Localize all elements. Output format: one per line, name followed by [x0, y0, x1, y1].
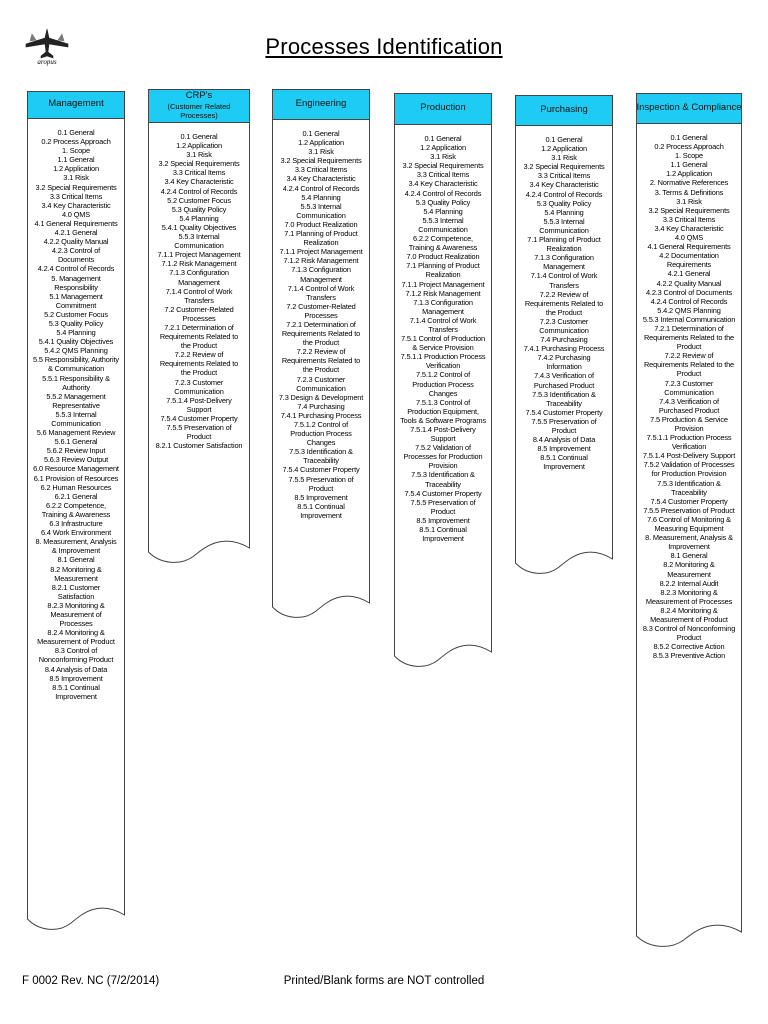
clause-item: 6.2.2 Competence, Training & Awareness [408, 234, 478, 253]
clause-item: 3.4 Key Characteristic [164, 177, 234, 187]
clause-item: 5.5.3 Internal Communication [539, 216, 589, 235]
clause-item: 3.3 Critical Items [172, 168, 226, 178]
clause-item: 7.2.3 Customer Communication [174, 377, 224, 396]
clause-item: 5.3 Quality Policy [536, 198, 592, 208]
clause-item: 3.2 Special Requirements [280, 156, 362, 166]
column-engineering [272, 89, 370, 623]
clause-item: 5.5 Responsibility, Authority & Communication [33, 355, 119, 374]
clause-item: 5. Management Responsibility [51, 273, 101, 292]
clause-item: 8.2.4 Monitoring & Measurement of Product [650, 605, 728, 624]
clause-item: 7.1.2 Risk Management [405, 288, 481, 298]
clause-item: 8.5.1 Continual Improvement [419, 525, 467, 544]
clause-item: 8.4 Analysis of Data [532, 435, 596, 445]
clause-item: 0.1 General [57, 128, 95, 137]
clause-item: 7.1.1 Project Management [401, 279, 485, 289]
clause-item: 5.5.3 Internal Communication [296, 201, 346, 220]
clause-item: 5.6.1 General [54, 437, 98, 447]
clause-item: 5.4 Planning [56, 328, 96, 338]
clause-item: 4.2.4 Control of Records [404, 188, 482, 198]
clause-item: 8.3 Control of Nonconforming Product [642, 624, 736, 643]
clause-item: 3.1 Risk [308, 147, 334, 157]
clause-item: 3.1 Risk [430, 152, 456, 162]
column-header [515, 95, 613, 125]
clause-item: 5.6.3 Review Output [43, 455, 109, 465]
clause-item: 4.2.3 Control of Documents [51, 246, 101, 265]
clause-item: 5.3 Quality Policy [415, 197, 471, 207]
clause-item: 7.2.1 Determination of Requirements Related to the Product [281, 319, 361, 348]
clause-item: 7.2.3 Customer Communication [539, 316, 589, 335]
clause-item: 7.2.2 Review of Requirements Related to the Product [281, 347, 361, 375]
clause-item: 7.5.1.4 Post-Delivery Support [166, 395, 232, 414]
clause-item: 7.4.1 Purchasing Process [280, 410, 362, 420]
clause-item: 8.5 Improvement [537, 444, 591, 454]
clause-item: 3.3 Critical Items [294, 165, 348, 175]
clause-list [272, 129, 370, 520]
clause-item: 8.5 Improvement [294, 492, 348, 502]
clause-item: 1.2 Application [420, 143, 466, 153]
clause-item: 7.4 Purchasing [540, 335, 588, 345]
clause-item: 7.0 Product Realization [406, 252, 480, 262]
clause-item: 7.1.2 Risk Management [283, 256, 359, 266]
clause-item: 1. Scope [62, 146, 90, 156]
clause-item: 0.1 General [180, 132, 218, 141]
clause-item: 7.5.3 Identification & Traceability [532, 389, 596, 408]
clause-item: 7.5.5 Preservation of Product [410, 497, 476, 516]
clause-item: 3.4 Key Characteristic [286, 174, 356, 184]
logo-caption: aropus [37, 58, 57, 66]
column-crp-s [148, 89, 250, 568]
clause-item: 8.5.3 Preventive Action [652, 651, 726, 661]
clause-item: 3. Terms & Definitions [654, 187, 724, 197]
clause-item: 8.5.1 Continual Improvement [297, 501, 345, 520]
column-inspection-compliance [636, 93, 742, 952]
column-header [394, 93, 492, 124]
clause-item: 5.4 Planning [423, 206, 463, 216]
clause-item: 3.2 Special Requirements [402, 161, 484, 171]
clause-item: 5.2 Customer Focus [44, 309, 108, 319]
clause-item: 4.2.4 Control of Records [282, 183, 360, 193]
clause-item: 5.5.3 Internal Communication [642, 314, 736, 324]
clause-item: 6.3 Infrastructure [49, 519, 103, 529]
clause-item: 7.5.1.2 Control of Production Process Changes [412, 370, 474, 398]
clause-item: 7.6 Control of Monitoring & Measuring Equipment [647, 514, 731, 534]
clause-item: 4.2.4 Control of Records [650, 296, 728, 306]
clause-item: 0.1 General [424, 134, 462, 143]
clause-item: 6.2 Human Resources [40, 482, 112, 492]
clause-item: 8.5 Improvement [416, 515, 470, 525]
clause-item: 0.1 General [670, 133, 708, 142]
clause-item: 4.2.4 Control of Records [37, 264, 115, 274]
column-purchasing [515, 95, 613, 579]
clause-item: 4.2.2 Quality Manual [656, 278, 722, 288]
clause-item: 7.5 Production & Service Provision [650, 414, 728, 433]
clause-item: 4.1 General Requirements [647, 242, 731, 252]
clause-item: 5.6.2 Review Input [46, 446, 106, 456]
clause-item: 8.2.3 Monitoring & Measurement of Processes [645, 587, 733, 606]
clause-item: 3.3 Critical Items [49, 191, 103, 201]
clause-item: 4.0 QMS [61, 209, 91, 219]
clause-item: 6.4 Work Environment [41, 528, 111, 538]
clause-item: 7.2.2 Review of Requirements Related to the Product [524, 289, 604, 317]
clause-item: 7.5.5 Preservation of Product [288, 474, 354, 493]
clause-item: 5.4.2 QMS Planning [44, 346, 108, 356]
column-header [636, 93, 742, 123]
clause-item: 7.5.4 Customer Property [404, 488, 482, 498]
clause-item: 6.2.2 Competence, Training & Awareness [41, 500, 111, 519]
clause-item: 3.4 Key Characteristic [654, 223, 724, 233]
clause-item: 7.1.3 Configuration Management [169, 268, 229, 287]
column-header [272, 89, 370, 119]
clause-item: 7.5.3 Identification & Traceability [289, 447, 353, 466]
clause-item: 5.1 Management Commitment [49, 291, 103, 310]
clause-item: 0.2 Process Approach [41, 137, 111, 147]
clause-item: 3.4 Key Characteristic [41, 200, 111, 210]
column-header-title: Management [48, 98, 104, 110]
clause-item: 1.2 Application [541, 144, 587, 154]
clause-item: 5.3 Quality Policy [171, 204, 227, 214]
clause-item: 7.5.5 Preservation of Product [531, 416, 597, 435]
clause-item: 4.2.2 Quality Manual [43, 237, 109, 247]
clause-item: 3.3 Critical Items [537, 171, 591, 181]
clause-item: 7.5.1.3 Control of Production Equipment, Tools & Software Programs [400, 397, 486, 425]
clause-item: 3.1 Risk [551, 153, 577, 163]
clause-item: 8.1 General [57, 555, 95, 565]
column-production [394, 93, 492, 672]
clause-item: 7.1.4 Control of Work Transfers [287, 283, 355, 302]
clause-item: 4.2.4 Control of Records [525, 189, 603, 199]
clause-item: 8.5.1 Continual Improvement [540, 453, 588, 472]
column-header-title: Production [420, 102, 466, 114]
clause-item: 7.5.5 Preservation of Product [166, 423, 232, 442]
column-header [148, 89, 250, 122]
clause-item: 7.1.1 Project Management [157, 250, 241, 260]
clause-item: 8.5.2 Corrective Action [653, 642, 725, 652]
clause-item: 7.4 Purchasing [297, 401, 345, 411]
clause-item: 5.4 Planning [544, 207, 584, 217]
clause-item: 4.2 Documentation Requirements [659, 251, 719, 270]
clause-item: 5.4.2 QMS Planning [657, 305, 721, 315]
clause-item: 6.1 Provision of Resources [33, 473, 119, 483]
clause-list [515, 135, 613, 471]
column-management [27, 91, 125, 935]
control-notice: Printed/Blank forms are NOT controlled [283, 975, 485, 987]
clause-item: 3.2 Special Requirements [35, 182, 117, 192]
clause-item: 1.2 Application [176, 141, 222, 151]
clause-item: 4.0 QMS [674, 233, 704, 243]
clause-item: 7.5.4 Customer Property [650, 496, 728, 506]
clause-item: 8.2.3 Monitoring & Measurement of Processes [47, 600, 105, 629]
clause-item: 8.2.1 Customer Satisfaction [155, 441, 243, 451]
clause-item: 5.5.2 Management Representative [46, 391, 106, 410]
clause-item: 8.2.1 Customer Satisfaction [51, 582, 101, 601]
clause-item: 8.4 Analysis of Data [44, 664, 108, 674]
clause-item: 7.5.1.2 Control of Production Process Changes [290, 420, 352, 448]
clause-item: 8.3 Control of Nonconforming Product [38, 646, 114, 665]
form-number: F 0002 Rev. NC (7/2/2014) [22, 975, 160, 987]
clause-item: 7.4.3 Verification of Purchased Product [658, 396, 720, 415]
clause-item: 3.1 Risk [63, 173, 89, 183]
clause-item: 3.1 Risk [186, 150, 212, 160]
clause-item: 4.2.1 General [54, 228, 98, 238]
clause-list [27, 128, 125, 701]
clause-item: 7.2.3 Customer Communication [664, 378, 714, 397]
clause-item: 7.1 Planning of Product Realization [284, 229, 358, 248]
clause-item: 5.3 Quality Policy [48, 318, 104, 328]
clause-item: 7.4.1 Purchasing Process [523, 344, 605, 354]
clause-item: 7.1.4 Control of Work Transfers [530, 271, 598, 290]
clause-item: 8. Measurement, Analysis & Improvement [645, 533, 733, 552]
clause-item: 7.5.2 Validation of Processes for Production Provision [643, 460, 735, 479]
column-header [27, 91, 125, 118]
clause-item: 2. Normative References [649, 178, 729, 188]
clause-item: 5.4 Planning [179, 213, 219, 223]
clause-item: 7.1.4 Control of Work Transfers [165, 286, 233, 305]
clause-item: 8.2.2 Internal Audit [659, 578, 719, 588]
page-title: Processes Identification [265, 34, 503, 59]
clause-item: 1. Scope [675, 151, 703, 161]
clause-item: 7.5.4 Customer Property [282, 465, 360, 475]
column-header-title: CRP's [185, 90, 213, 102]
clause-item: 7.5.1.4 Post-Delivery Support [642, 451, 736, 461]
clause-item: 7.5.1.1 Production Process Verification [400, 352, 486, 371]
clause-item: 0.1 General [545, 135, 583, 144]
clause-item: 5.4 Planning [301, 192, 341, 202]
clause-item: 7.1 Planning of Product Realization [527, 235, 601, 254]
clause-item: 0.2 Process Approach [654, 142, 724, 152]
clause-item: 5.5.1 Responsibility & Authority [42, 373, 110, 392]
clause-item: 4.2.3 Control of Documents [645, 287, 733, 297]
clause-item: 7.5.3 Identification & Traceability [411, 470, 475, 489]
clause-item: 8.5 Improvement [49, 673, 103, 683]
clause-item: 7.1.3 Configuration Management [534, 253, 594, 272]
column-header-title: Engineering [295, 97, 347, 109]
clause-item: 3.3 Critical Items [662, 214, 716, 224]
clause-item: 7.2.2 Review of Requirements Related to the Product [159, 350, 239, 378]
clause-item: 7.1 Planning of Product Realization [406, 261, 480, 280]
clause-item: 8.1 General [670, 551, 708, 561]
column-header-title: Purchasing [540, 103, 588, 115]
clause-item: 7.5.1.4 Post-Delivery Support [410, 425, 476, 444]
clause-item: 7.3 Design & Development [278, 392, 364, 402]
clause-item: 3.2 Special Requirements [648, 205, 730, 215]
clause-item: 7.2.2 Review of Requirements Related to the Product [643, 351, 735, 379]
clause-item: 7.1.4 Control of Work Transfers [409, 315, 477, 334]
clause-item: 1.2 Application [666, 169, 712, 179]
clause-item: 8.2 Monitoring & Measurement [663, 560, 715, 579]
clause-item: 7.2 Customer-Related Processes [164, 304, 234, 323]
clause-item: 7.2.3 Customer Communication [296, 374, 346, 393]
clause-item: 5.5.3 Internal Communication [418, 215, 468, 234]
clause-item: 7.4.2 Purchasing Information [537, 353, 591, 372]
clause-item: 5.2 Customer Focus [167, 195, 231, 205]
clause-item: 5.5.3 Internal Communication [174, 232, 224, 251]
clause-list [394, 134, 492, 543]
clause-item: 7.1.1 Project Management [279, 247, 363, 257]
clause-item: 1.2 Application [53, 164, 99, 174]
clause-item: 7.2.1 Determination of Requirements Related to the Product [643, 323, 735, 352]
clause-item: 4.2.1 General [667, 269, 711, 279]
clause-item: 7.2 Customer-Related Processes [286, 301, 356, 320]
clause-item: 7.0 Product Realization [284, 219, 358, 229]
clause-item: 3.4 Key Characteristic [408, 179, 478, 189]
column-header-subtitle: (Customer Related Processes) [167, 101, 231, 120]
clause-item: 5.4.1 Quality Objectives [38, 337, 114, 347]
clause-item: 7.5.1.1 Production Process Verification [646, 433, 732, 452]
clause-item: 7.5.5 Preservation of Product [643, 505, 735, 515]
clause-item: 3.3 Critical Items [416, 170, 470, 180]
clause-item: 7.1.3 Configuration Management [413, 297, 473, 316]
clause-item: 4.1 General Requirements [34, 218, 118, 228]
clause-item: 1.1 General [670, 160, 708, 170]
clause-item: 7.1.3 Configuration Management [291, 265, 351, 284]
clause-item: 5.6 Management Review [36, 428, 116, 438]
clause-item: 7.1.2 Risk Management [161, 259, 237, 269]
clause-list [148, 132, 250, 450]
clause-item: 7.5.2 Validation of Processes for Production Provision [403, 443, 483, 471]
clause-list [636, 133, 742, 660]
clause-item: 1.1 General [57, 155, 95, 165]
clause-item: 3.2 Special Requirements [158, 159, 240, 169]
clause-item: 6.0 Resource Management [33, 464, 119, 474]
clause-item: 4.2.4 Control of Records [160, 186, 238, 196]
clause-item: 1.2 Application [298, 138, 344, 148]
clause-item: 6.2.1 General [54, 491, 98, 501]
clause-item: 7.5.4 Customer Property [525, 407, 603, 417]
clause-item: 7.4.3 Verification of Purchased Product [533, 371, 595, 390]
clause-item: 3.2 Special Requirements [523, 162, 605, 172]
clause-item: 8. Measurement, Analysis & Improvement [35, 537, 117, 556]
clause-item: 8.5.1 Continual Improvement [52, 682, 100, 701]
clause-item: 3.4 Key Characteristic [529, 180, 599, 190]
clause-item: 8.2.4 Monitoring & Measurement of Product [37, 628, 115, 647]
column-header-title: Inspection & Compliance [636, 101, 742, 113]
clause-item: 5.5.3 Internal Communication [51, 409, 101, 428]
clause-item: 3.1 Risk [676, 196, 702, 206]
clause-item: 7.5.3 Identification & Traceability [657, 478, 721, 497]
clause-item: 7.5.1 Control of Production & Service Provision [401, 334, 485, 353]
clause-item: 8.2 Monitoring & Measurement [50, 564, 102, 583]
clause-item: 7.5.4 Customer Property [160, 413, 238, 423]
clause-item: 7.2.1 Determination of Requirements Related to the Product [159, 322, 239, 351]
clause-item: 0.1 General [302, 129, 340, 138]
clause-item: 5.4.1 Quality Objectives [161, 222, 237, 232]
